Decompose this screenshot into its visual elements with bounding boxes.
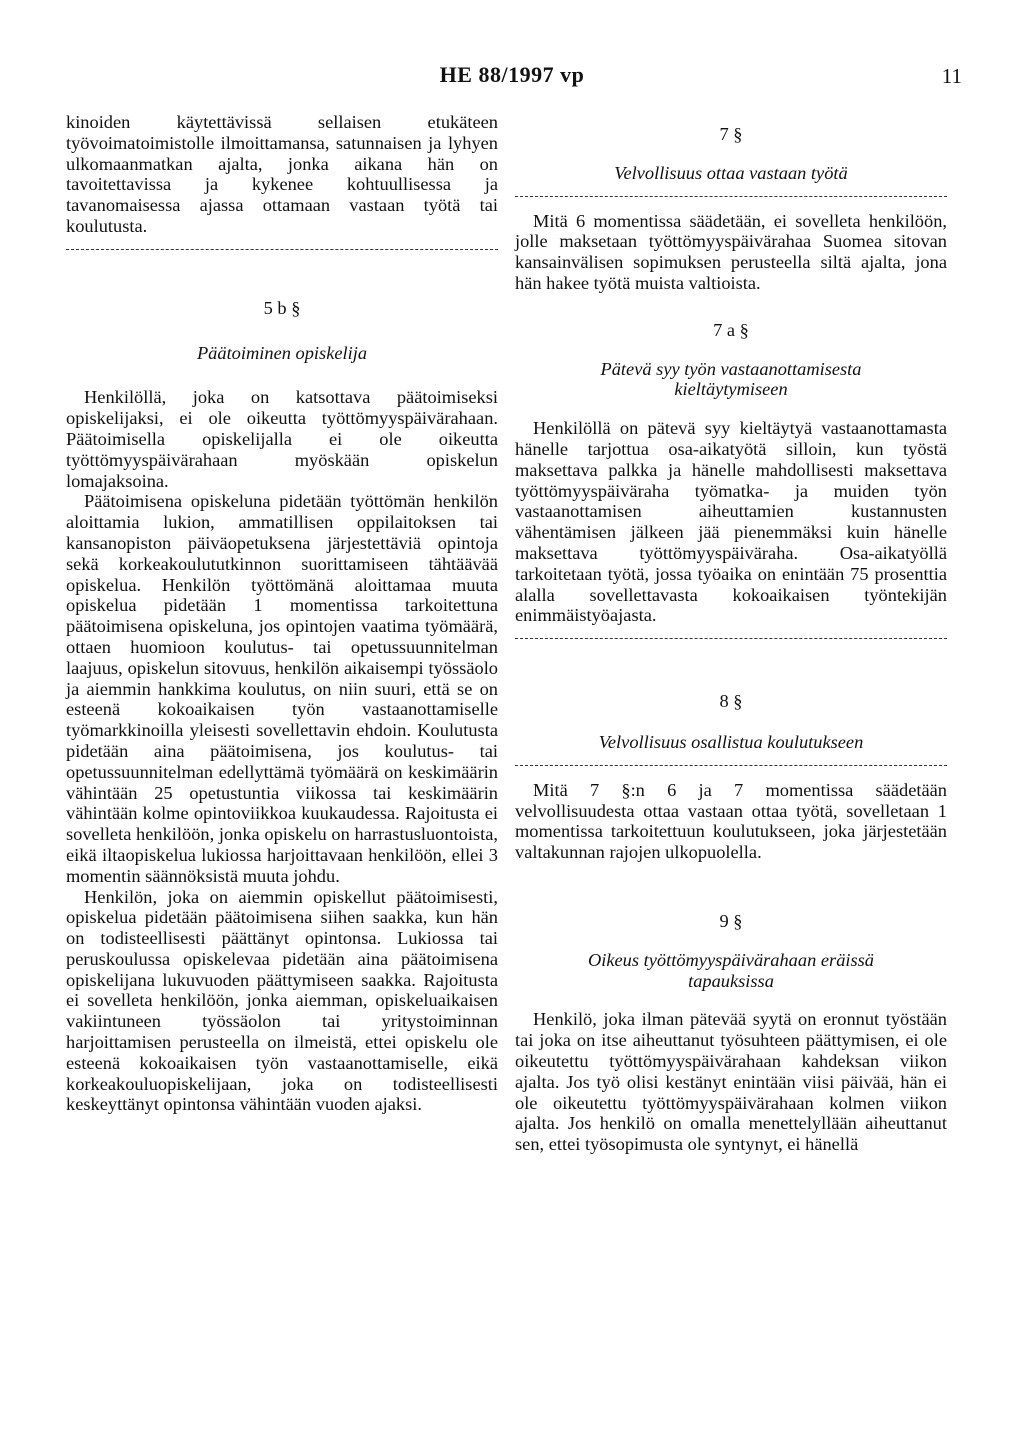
section-title-9: Oikeus työttömyyspäivärahaan eräissä tapauksissa — [587, 949, 875, 991]
section-title-7: Velvollisuus ottaa vastaan työtä — [614, 162, 848, 183]
section-number-8: 8 § — [719, 691, 743, 712]
section-divider — [515, 626, 947, 639]
continuation-paragraph: kinoiden käytettävissä sellaisen etukäteen työvoimatoimistolle ilmoittamansa, satunnaisen ja lyhyen ulkomaanmatkan ajalta, jonka aikana hän on tavoitettavissa ja kykenee kohtuullisessa ja tavanomaisessa ajassa ottamaan vastaan työtä tai koulutusta. — [66, 112, 498, 236]
right-column — [515, 112, 947, 1155]
page-number: 11 — [941, 64, 962, 88]
paragraph: Päätoimisena opiskeluna pidetään työttömän henkilön aloittamia lukion, ammatillisen oppilaitoksen tai kansanopiston päiväopetuksena järjestettäviä opintoja sekä korkeakoulututkinnon suorittamiseen tähtäävää opiskelua. Henkilön työttömänä aloittamaa muuta opiskelua pidetään 1 momentissa tarkoitettuna päätoimisena opiskeluna, jos opintojen vaatima työmäärä, ottaen huomioon koulutus- tai opetussuunnitelman laajuus, opiskelun sitovuus, henkilön aikaisempi työssäolo ja aiemmin hankkima koulutus, on niin suuri, että se on esteenä kokoaikaisen työn vastaanottamiselle työmarkkinoilla yleisesti sovellettavin ehdoin. Koulutusta pidetään aina päätoimisena, jos koulutus- tai opetussuunnitelman edellyttämä työmäärä on keskimäärin vähintään 25 opetustuntia viikossa tai keskimäärin vähintään kolme opintoviikkoa kuukaudessa. Rajoitusta ei sovelleta henkilöön, jonka opiskelu on harrastusluontoista, eikä iltaopiskelua lukiossa harjoittavaan henkilöön, ellei 3 momentin säännöksistä muuta johdu. — [66, 491, 498, 886]
paragraph: Mitä 7 §:n 6 ja 7 momentissa säädetään velvollisuudesta ottaa vastaan ottaa työtä, sovelletaan 1 momentissa tarkoitettuun koulutukseen, joka järjestetään valtakunnan rajojen ulkopuolella. — [515, 779, 947, 863]
page-header — [0, 62, 1024, 92]
section-title-8: Velvollisuus osallistua koulutukseen — [598, 731, 864, 752]
paragraph: Henkilöllä, joka on katsottava päätoimiseksi opiskelijaksi, ei ole oikeutta työttömyyspäivärahaan. Päätoimisella opiskelijalla ei ole oikeutta työttömyyspäivärahaan myöskään opiskelun lomajaksoina. — [66, 387, 498, 491]
section-number-5b: 5 b § — [263, 297, 301, 318]
paragraph: Henkilö, joka ilman pätevää syytä on eronnut työstään tai joka on itse aiheuttanut työsuhteen päättymisen, ei ole oikeutettu työttömyyspäivärahaan kahdeksan viikon ajalta. Jos työ olisi kestänyt enintään viisi päivää, hän ei ole oikeutettu työttömyyspäivärahaan kolmen viikon ajalta. Jos henkilö on omalla menettelyllään aiheuttanut sen, ettei työsopimusta ole syntynyt, ei hänellä — [515, 1009, 947, 1155]
paragraph: Henkilöllä on pätevä syy kieltäytyä vastaanottamasta hänelle tarjottua osa-aikatyötä silloin, kun työstä maksettava palkka ja hänelle mahdollisesti maksettava työttömyyspäiväraha työmatka- ja muiden työn vastaanottamisen aiheuttamien kustannusten vähentämisen jälkeen jää pienemmäksi kuin hänelle maksettava työttömyyspäiväraha. Osa-aikatyöllä tarkoitetaan työtä, jossa työaika on enintään 75 prosenttia alalla sovellettavasta kokoaikaisen työntekijän enimmäistyöajasta. — [515, 418, 947, 626]
section-number-7: 7 § — [719, 124, 743, 144]
paragraph: Henkilön, joka on aiemmin opiskellut päätoimisesti, opiskelua pidetään päätoimisena siihen saakka, kun hän on todisteellisesti päättänyt opintonsa. Lukiossa tai peruskoulussa opiskelevaa pidetään aina päätoimisena opiskelijana lukuvuoden päättymiseen saakka. Rajoitusta ei sovelleta henkilöön, jonka aiemman, opiskeluaikaisen vakiintuneen työssäolon tai yritystoiminnan harjoittamisen perusteella on ilmeistä, ettei opiskelu ole esteenä kokoaikaisen työn vastaanottamiselle, eikä korkeakouluopiskelijaan, joka on todisteellisesti keskeyttänyt opintonsa vähintään vuoden ajaksi. — [66, 886, 498, 1115]
paragraph: Mitä 6 momentissa säädetään, ei sovelleta henkilöön, jolle maksetaan työttömyyspäivärahaa Suomea sitovan kansainvälisen sopimuksen perusteella siltä ajalta, jona hän hakee työtä muista valtioista. — [515, 210, 947, 293]
section-divider — [515, 184, 947, 197]
section-divider — [515, 753, 947, 766]
left-column — [66, 112, 498, 1115]
section-number-7a: 7 a § — [713, 319, 749, 340]
section-title-5b: Päätoiminen opiskelija — [196, 342, 368, 363]
document-id: HE 88/1997 vp — [439, 62, 585, 87]
section-number-9: 9 § — [719, 910, 743, 931]
section-title-7a: Pätevä syy työn vastaanottamisesta kieltäytymiseen — [600, 358, 862, 400]
section-divider — [66, 237, 498, 250]
